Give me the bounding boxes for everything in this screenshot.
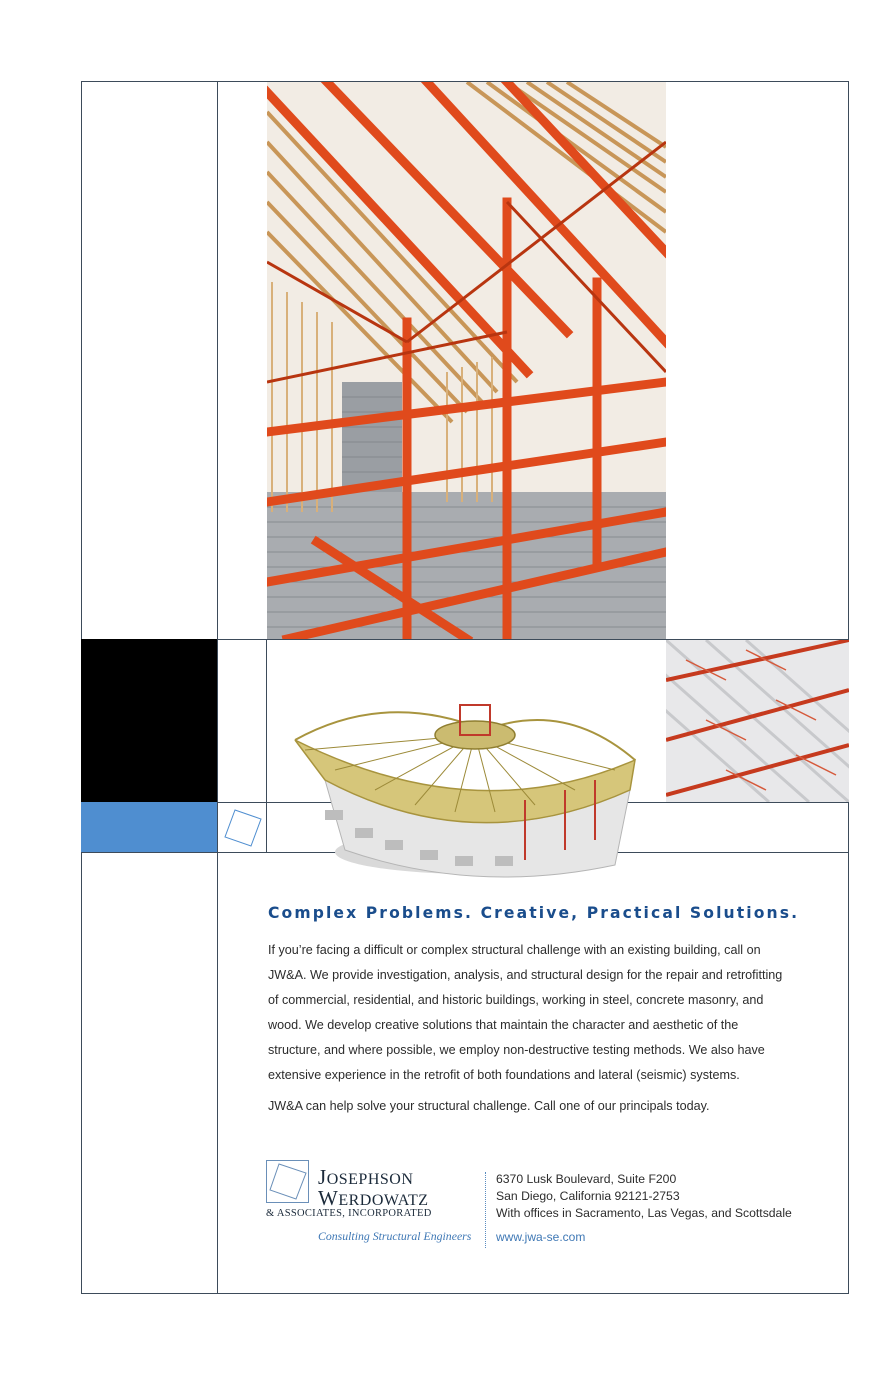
company-name-line1-cap: J [318, 1165, 327, 1189]
blue-color-block [81, 802, 217, 852]
grid-line-vertical-left [217, 81, 218, 1294]
steel-joist-ceiling-photo [666, 640, 849, 802]
offices-line: With offices in Sacramento, Las Vegas, and Scottsdale [496, 1206, 792, 1220]
headline: Complex Problems. Creative, Practical Solutions. [268, 904, 800, 922]
company-name-line1: OSEPHSON [326, 1171, 414, 1188]
logo-mark-icon [266, 1160, 309, 1203]
circular-roof-framing-render [285, 680, 645, 890]
grid-line-vertical-mid [266, 639, 267, 852]
body-text [268, 938, 788, 1125]
body-paragraph-1: If you’re facing a difficult or complex structural challenge with an existing building, call on JW&A. We provide investigation, analysis, and structural design for the repair and retrofitting of commercial, residential, and historic buildings, working in steel, concrete masonry, and wood. We develop creative solutions that maintain the character and aesthetic of the structure, and where possible, we employ non-destructive testing methods. We also have extensive experience in the retrofit of both foundations and lateral (seismic) systems. [268, 943, 783, 1082]
address-line-1: 6370 Lusk Boulevard, Suite F200 [496, 1172, 677, 1186]
body-paragraph-2: JW&A can help solve your structural challenge. Call one of our principals today. [268, 1099, 710, 1113]
contact-address [496, 1171, 792, 1222]
diamond-outline-icon [223, 808, 263, 848]
company-tagline: Consulting Structural Engineers [318, 1229, 472, 1243]
address-line-2: San Diego, California 92121-2753 [496, 1189, 680, 1203]
company-suffix: & ASSOCIATES, INCORPORATED [266, 1208, 432, 1219]
contact-divider [485, 1172, 486, 1248]
steel-frame-photo [267, 82, 666, 639]
black-color-block [81, 639, 217, 802]
company-name-line2: ERDOWATZ [338, 1192, 429, 1209]
company-name [318, 1165, 429, 1210]
website-link[interactable]: www.jwa-se.com [496, 1230, 586, 1244]
company-name-line2-cap: W [318, 1186, 339, 1210]
